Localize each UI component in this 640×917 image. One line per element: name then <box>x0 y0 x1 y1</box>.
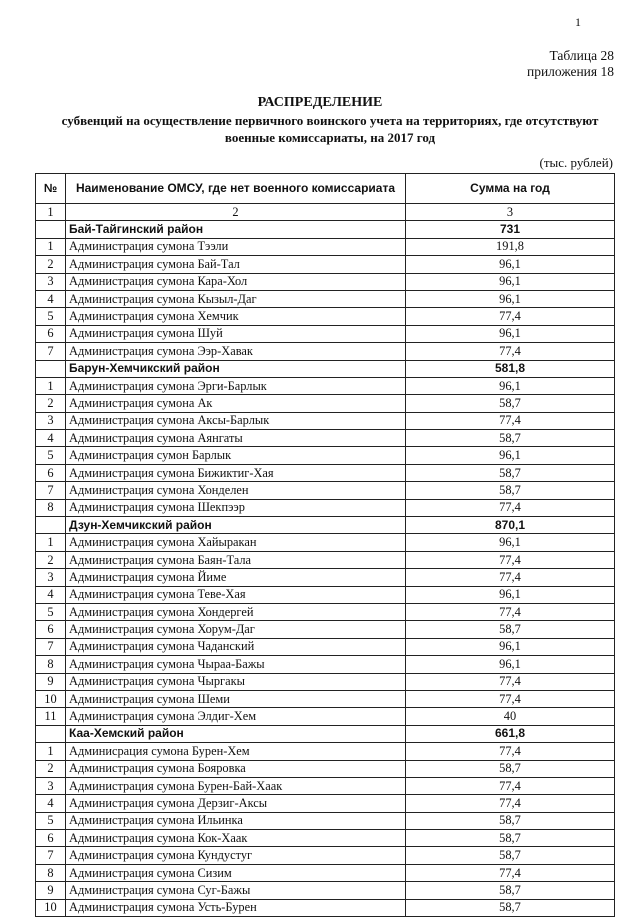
row-number: 1 <box>36 743 66 760</box>
district-row <box>36 725 615 742</box>
row-amount: 58,7 <box>406 482 615 499</box>
table-row <box>36 708 615 725</box>
table-header-row <box>36 174 615 204</box>
table-row <box>36 273 615 290</box>
district-total: 581,8 <box>406 360 615 377</box>
index-num: 1 <box>36 204 66 221</box>
table-row <box>36 777 615 794</box>
units-label: (тыс. рублей) <box>539 155 613 170</box>
row-number: 1 <box>36 377 66 394</box>
row-name: Администрация сумона Чыргакы <box>66 673 406 690</box>
table-row <box>36 308 615 325</box>
column-index-row <box>36 204 615 221</box>
row-amount: 77,4 <box>406 569 615 586</box>
row-name: Администрация сумона Хонделен <box>66 482 406 499</box>
district-total: 731 <box>406 221 615 238</box>
district-total: 870,1 <box>406 517 615 534</box>
row-name: Администрация сумона Ильинка <box>66 812 406 829</box>
district-total: 661,8 <box>406 725 615 742</box>
row-amount: 77,4 <box>406 777 615 794</box>
row-number: 8 <box>36 656 66 673</box>
subtitle-line2: военные комиссариаты, на 2017 год <box>224 130 436 145</box>
table-row <box>36 499 615 516</box>
row-number: 3 <box>36 412 66 429</box>
row-amount: 96,1 <box>406 638 615 655</box>
table-row <box>36 482 615 499</box>
table-row <box>36 447 615 464</box>
row-number: 6 <box>36 621 66 638</box>
row-name: Администрация сумона Суг-Бажы <box>66 882 406 899</box>
table-row <box>36 377 615 394</box>
row-amount: 58,7 <box>406 395 615 412</box>
row-number: 1 <box>36 238 66 255</box>
row-amount: 96,1 <box>406 447 615 464</box>
row-amount: 96,1 <box>406 256 615 273</box>
document-subtitle <box>30 112 630 146</box>
row-number: 2 <box>36 256 66 273</box>
table-row <box>36 551 615 568</box>
row-amount: 77,4 <box>406 864 615 881</box>
row-number: 4 <box>36 795 66 812</box>
row-amount: 40 <box>406 708 615 725</box>
table-row <box>36 760 615 777</box>
row-number: 4 <box>36 430 66 447</box>
row-amount: 96,1 <box>406 586 615 603</box>
index-name: 2 <box>66 204 406 221</box>
district-name: Дзун-Хемчикский район <box>66 517 406 534</box>
row-amount: 58,7 <box>406 830 615 847</box>
row-name: Администрация сумона Тээли <box>66 238 406 255</box>
table-row <box>36 412 615 429</box>
table-row <box>36 430 615 447</box>
row-amount: 77,4 <box>406 743 615 760</box>
row-name: Администрация сумона Кундустуг <box>66 847 406 864</box>
row-number: 2 <box>36 760 66 777</box>
row-amount: 77,4 <box>406 690 615 707</box>
table-row <box>36 673 615 690</box>
district-num-cell <box>36 517 66 534</box>
district-name: Каа-Хемский район <box>66 725 406 742</box>
table-row <box>36 621 615 638</box>
row-amount: 191,8 <box>406 238 615 255</box>
district-num-cell <box>36 725 66 742</box>
row-name: Администрация сумона Ак <box>66 395 406 412</box>
row-name: Администрация сумона Кара-Хол <box>66 273 406 290</box>
row-amount: 58,7 <box>406 760 615 777</box>
district-row <box>36 517 615 534</box>
row-number: 7 <box>36 482 66 499</box>
row-number: 8 <box>36 499 66 516</box>
row-number: 6 <box>36 830 66 847</box>
row-name: Администрация сумона Дерзиг-Аксы <box>66 795 406 812</box>
row-number: 1 <box>36 534 66 551</box>
row-number: 9 <box>36 673 66 690</box>
row-amount: 77,4 <box>406 673 615 690</box>
row-number: 7 <box>36 847 66 864</box>
row-number: 9 <box>36 882 66 899</box>
row-name: Администрация сумона Хайыракан <box>66 534 406 551</box>
table-row <box>36 690 615 707</box>
table-row <box>36 795 615 812</box>
row-name: Администрация сумона Бижиктиг-Хая <box>66 464 406 481</box>
table-row <box>36 743 615 760</box>
row-number: 11 <box>36 708 66 725</box>
row-number: 7 <box>36 343 66 360</box>
table-row <box>36 464 615 481</box>
row-name: Администрация сумона Элдиг-Хем <box>66 708 406 725</box>
row-amount: 77,4 <box>406 308 615 325</box>
row-name: Администрация сумона Хондергей <box>66 603 406 620</box>
district-row <box>36 360 615 377</box>
subtitle-line1: субвенций на осуществление первичного воинского учета на территориях, где отсутствуют <box>61 113 599 128</box>
row-amount: 58,7 <box>406 812 615 829</box>
row-name: Администрация сумона Эрги-Барлык <box>66 377 406 394</box>
table-row <box>36 899 615 916</box>
row-number: 2 <box>36 395 66 412</box>
row-name: Администрация сумон Барлык <box>66 447 406 464</box>
row-number: 3 <box>36 569 66 586</box>
table-row <box>36 395 615 412</box>
row-name: Администрация сумона Кызыл-Даг <box>66 290 406 307</box>
row-amount: 58,7 <box>406 847 615 864</box>
row-amount: 77,4 <box>406 795 615 812</box>
row-number: 3 <box>36 273 66 290</box>
row-name: Администрация сумона Шеми <box>66 690 406 707</box>
row-name: Администрация сумона Сизим <box>66 864 406 881</box>
row-amount: 58,7 <box>406 621 615 638</box>
district-num-cell <box>36 221 66 238</box>
row-amount: 77,4 <box>406 603 615 620</box>
row-name: Администрация сумона Бурен-Бай-Хаак <box>66 777 406 794</box>
row-name: Администрация сумона Кок-Хаак <box>66 830 406 847</box>
row-name: Администрация сумона Теве-Хая <box>66 586 406 603</box>
row-number: 3 <box>36 777 66 794</box>
row-number: 6 <box>36 464 66 481</box>
page-number: 1 <box>575 15 581 29</box>
row-number: 8 <box>36 864 66 881</box>
row-amount: 96,1 <box>406 290 615 307</box>
table-row <box>36 847 615 864</box>
row-amount: 77,4 <box>406 499 615 516</box>
table-row <box>36 238 615 255</box>
row-amount: 58,7 <box>406 899 615 916</box>
header-amount: Сумма на год <box>406 174 615 204</box>
row-number: 5 <box>36 447 66 464</box>
row-amount: 96,1 <box>406 325 615 342</box>
row-number: 4 <box>36 586 66 603</box>
table-ref-line2: приложения 18 <box>526 64 614 79</box>
row-number: 5 <box>36 812 66 829</box>
row-name: Администрация сумона Шуй <box>66 325 406 342</box>
table-row <box>36 812 615 829</box>
table-ref-line1: Таблица 28 <box>549 48 614 63</box>
row-name: Администрация сумона Усть-Бурен <box>66 899 406 916</box>
district-num-cell <box>36 360 66 377</box>
header-name: Наименование ОМСУ, где нет военного комиссариата <box>66 174 406 204</box>
row-amount: 96,1 <box>406 534 615 551</box>
table-row <box>36 534 615 551</box>
row-number: 5 <box>36 308 66 325</box>
row-number: 10 <box>36 690 66 707</box>
row-name: Администрация сумона Чыраа-Бажы <box>66 656 406 673</box>
district-row <box>36 221 615 238</box>
table-row <box>36 256 615 273</box>
row-number: 4 <box>36 290 66 307</box>
table-row <box>36 638 615 655</box>
district-name: Барун-Хемчикский район <box>66 360 406 377</box>
distribution-table <box>35 173 615 917</box>
row-amount: 77,4 <box>406 412 615 429</box>
row-number: 5 <box>36 603 66 620</box>
row-name: Администрация сумона Баян-Тала <box>66 551 406 568</box>
row-amount: 58,7 <box>406 882 615 899</box>
row-name: Администрация сумона Аянгаты <box>66 430 406 447</box>
row-amount: 77,4 <box>406 343 615 360</box>
row-amount: 96,1 <box>406 377 615 394</box>
row-number: 6 <box>36 325 66 342</box>
district-name: Бай-Тайгинский район <box>66 221 406 238</box>
row-number: 10 <box>36 899 66 916</box>
row-amount: 96,1 <box>406 656 615 673</box>
table-row <box>36 603 615 620</box>
row-amount: 58,7 <box>406 430 615 447</box>
table-row <box>36 325 615 342</box>
row-name: Администрация сумона Бояровка <box>66 760 406 777</box>
row-name: Администрация сумона Аксы-Барлык <box>66 412 406 429</box>
row-number: 2 <box>36 551 66 568</box>
row-amount: 58,7 <box>406 464 615 481</box>
table-row <box>36 343 615 360</box>
table-row <box>36 882 615 899</box>
header-num: № <box>36 174 66 204</box>
row-name: Администрация сумона Чаданский <box>66 638 406 655</box>
table-row <box>36 290 615 307</box>
row-name: Администрация сумона Хемчик <box>66 308 406 325</box>
table-row <box>36 864 615 881</box>
table-row <box>36 830 615 847</box>
row-amount: 77,4 <box>406 551 615 568</box>
row-number: 7 <box>36 638 66 655</box>
table-reference <box>527 48 614 80</box>
row-name: Администрация сумона Ээр-Хавак <box>66 343 406 360</box>
table-row <box>36 569 615 586</box>
row-name: Админисрация сумона Бурен-Хем <box>66 743 406 760</box>
row-amount: 96,1 <box>406 273 615 290</box>
document-title: РАСПРЕДЕЛЕНИЕ <box>257 95 383 110</box>
index-amount: 3 <box>406 204 615 221</box>
row-name: Администрация сумона Йиме <box>66 569 406 586</box>
table-row <box>36 586 615 603</box>
row-name: Администрация сумона Шекпээр <box>66 499 406 516</box>
row-name: Администрация сумона Бай-Тал <box>66 256 406 273</box>
row-name: Администрация сумона Хорум-Даг <box>66 621 406 638</box>
table-row <box>36 656 615 673</box>
